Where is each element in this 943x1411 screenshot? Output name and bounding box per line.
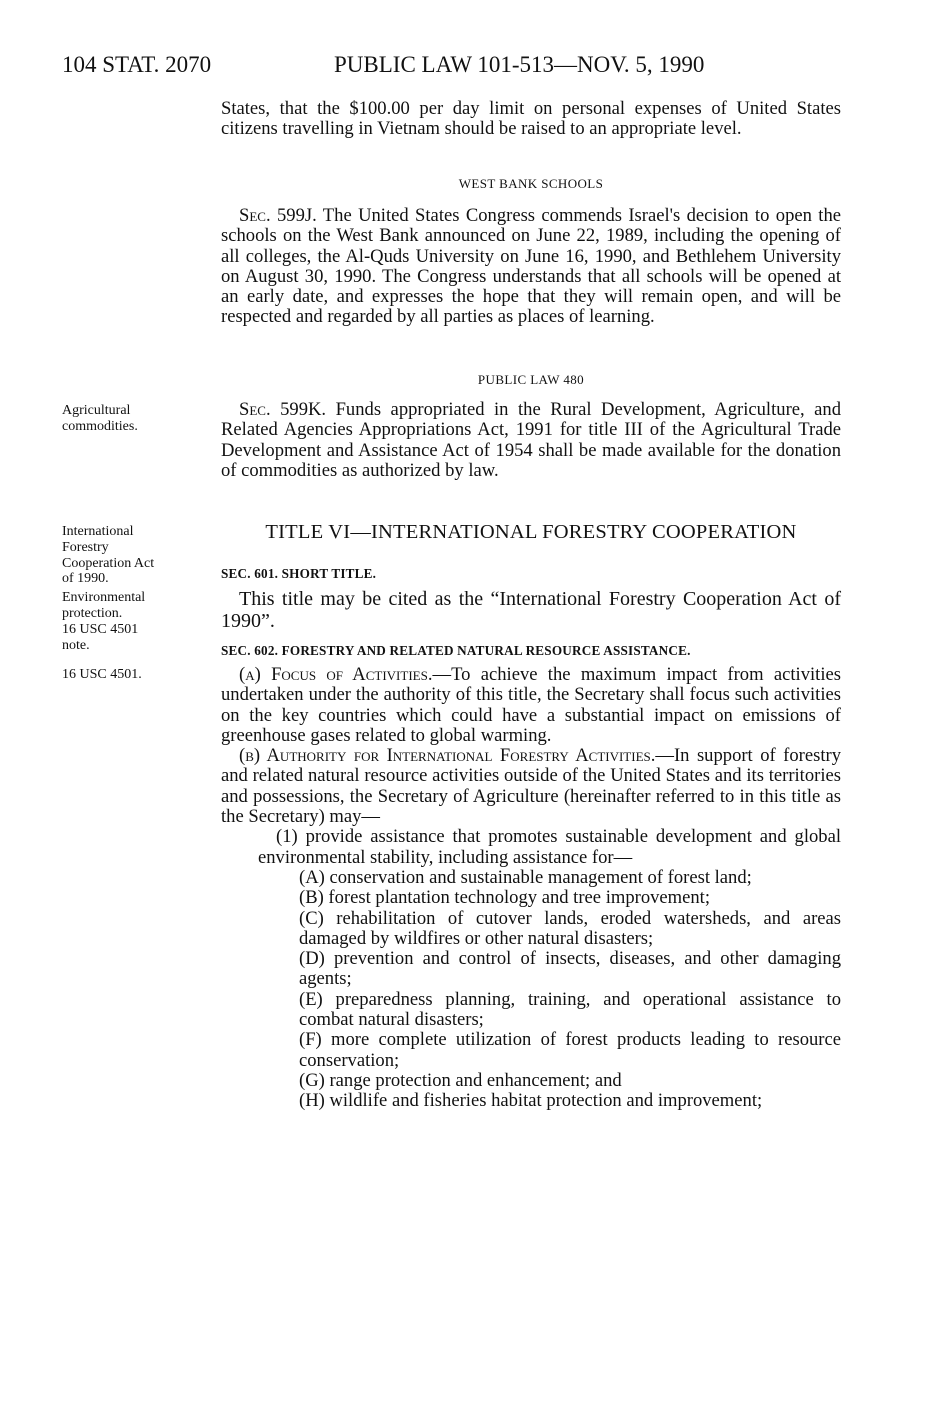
margin-note-agricultural-commodities [62, 403, 202, 435]
margin-note-line: note. [62, 637, 90, 653]
item-f [221, 1030, 841, 1071]
item-g [221, 1071, 841, 1091]
stat-page-number: 104 STAT. 2070 [62, 52, 212, 77]
sec-599j-label: Sec. 599J. [239, 205, 317, 226]
paragraph-1-text: (1) provide assistance that promotes sustainable development and global environmental stability, including assistance for— [258, 826, 841, 868]
pl480-heading: PUBLIC LAW 480 [477, 372, 585, 387]
item-b [221, 888, 841, 908]
subsection-b-label: (b) Authority for International Forestry Activities. [239, 745, 656, 767]
margin-note-line: commodities. [62, 418, 138, 434]
item-h [221, 1091, 841, 1111]
item-c-text: (C) rehabilitation of cutover lands, eroded watersheds, and areas damaged by wildfires or other natural disasters; [299, 907, 841, 949]
item-h-text: (H) wildlife and fisheries habitat protection and improvement; [299, 1090, 763, 1112]
sec-601-title-block [221, 564, 841, 584]
sec-601-title: SEC. 601. SHORT TITLE. [221, 566, 377, 581]
item-g-text: (G) range protection and enhancement; and [299, 1069, 622, 1091]
subsection-a-text: —To achieve the maximum impact from activities undertaken under the authority of this title, the Secretary shall focus such activities on the key countries which could have a substantial impact on emissions of greenhouse gases related to global warming. [221, 664, 841, 746]
sec-599k [221, 400, 841, 481]
margin-note-ifca [62, 524, 202, 653]
item-a-text: (A) conservation and sustainable management of forest land; [299, 866, 752, 888]
subsection-a-label: (a) Focus of Activities. [239, 664, 433, 685]
item-f-text: (F) more complete utilization of forest products leading to resource conservation; [299, 1029, 841, 1071]
item-e [221, 990, 841, 1031]
continuation-block [221, 99, 841, 140]
margin-note-line: Cooperation Act [62, 555, 155, 571]
margin-note-line: protection. [62, 605, 123, 621]
west-bank-heading-block [221, 174, 841, 194]
item-d-text: (D) prevention and control of insects, diseases, and other damaging agents; [299, 948, 841, 990]
pl480-heading-block [221, 370, 841, 390]
paragraph-1 [221, 827, 841, 868]
item-b-text: (B) forest plantation technology and tree improvement; [299, 887, 711, 909]
continuation-text: States, that the $100.00 per day limit on personal expenses of United States citizens travelling in Vietnam should be raised to an appropriate level. [221, 98, 841, 140]
subsection-a [221, 665, 841, 746]
margin-note-line: 16 USC 4501 [62, 621, 139, 637]
margin-note-line: Forestry [62, 539, 109, 555]
sec-601-text: This title may be cited as the “International Forestry Cooperation Act of 1990”. [221, 588, 841, 632]
item-d [221, 949, 841, 990]
title-vi-block [221, 522, 841, 542]
sec-599j-text: The United States Congress commends Israel's decision to open the schools on the West Bank announced on June 22, 1989, including the opening of all colleges, the Al-Quds University on June 16, 1990, and Bethlehem University on August 30, 1990. The Congress understands that all schools will be opened at an early date, and expresses the hope that they will remain open, and will be respected and regarded by all parties as places of learning. [221, 205, 841, 328]
sec-602-body [221, 665, 841, 1112]
item-e-text: (E) preparedness planning, training, and operational assistance to combat natural disasters; [299, 988, 841, 1031]
margin-note-line: Environmental [62, 590, 146, 606]
sec-599j [221, 206, 841, 328]
page-header [62, 52, 862, 82]
item-c [221, 909, 841, 950]
subsection-b [221, 746, 841, 827]
sec-601-text-block [221, 588, 841, 632]
margin-note-line: of 1990. [62, 571, 109, 587]
subsection-b-text: —In support of forestry and related natural resource activities outside of the United States and its territories and possessions, the Secretary of Agriculture (hereinafter referred to in this title as the Secretary) may— [221, 745, 841, 828]
sec-599k-label: Sec. 599K. [239, 399, 327, 420]
margin-note-usc-4501 [62, 667, 202, 683]
title-vi-heading: TITLE VI—INTERNATIONAL FORESTRY COOPERATION [265, 521, 797, 543]
sec-599k-text: Funds appropriated in the Rural Development, Agriculture, and Related Agencies Appropriations Act, 1991 for title III of the Agricultural Trade Development and Assistance Act of 1954 shall be made available for the donation of commodities as authorized by law. [221, 399, 842, 481]
margin-note-line: International [62, 524, 134, 539]
west-bank-heading: WEST BANK SCHOOLS [458, 176, 604, 191]
item-a [221, 868, 841, 888]
sec-602-title-block [221, 641, 841, 661]
sec-602-title: SEC. 602. FORESTRY AND RELATED NATURAL RESOURCE ASSISTANCE. [221, 643, 691, 658]
margin-note-line: 16 USC 4501. [62, 667, 142, 682]
margin-note-line: Agricultural [62, 403, 131, 418]
public-law-citation: PUBLIC LAW 101-513—NOV. 5, 1990 [334, 52, 705, 77]
